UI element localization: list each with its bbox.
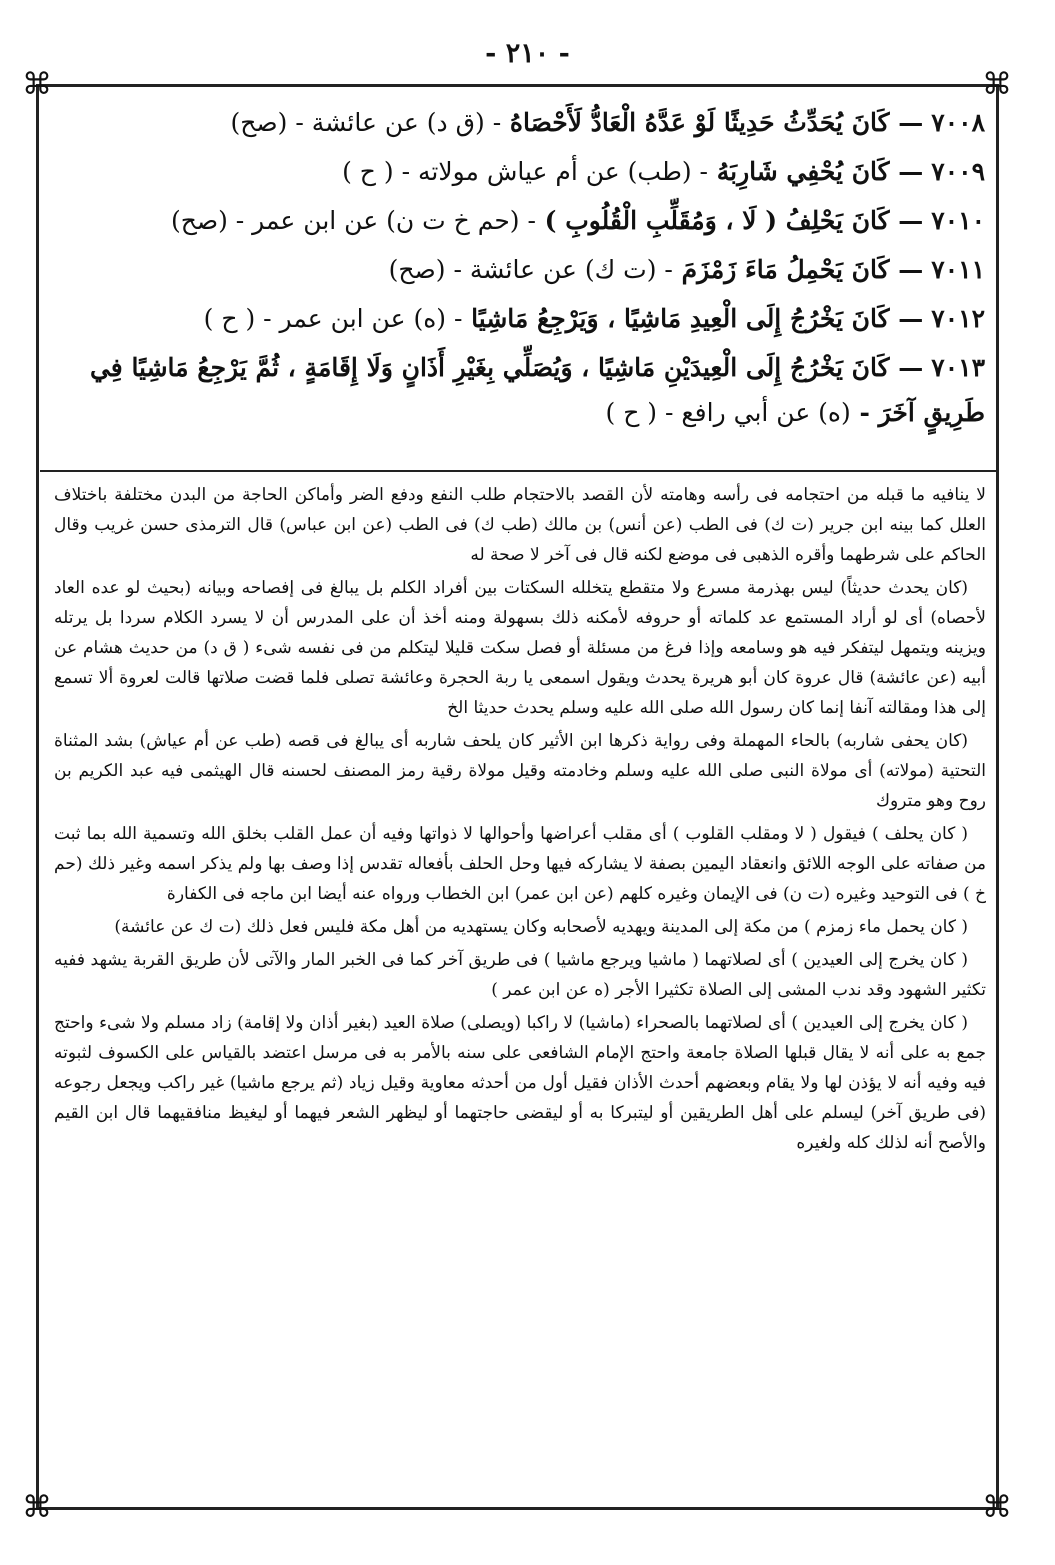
commentary-paragraph: ( كان يخرج إلى العيدين ) أى لصلاتهما بالصحراء (ماشيا) لا راكبا (ويصلى) صلاة العيد (بغير أذان ولا إقامة) زاد مسلم ولا شىء واحتج جمع به على أنه لا يقال قبلها الصلاة جامعة واحتج الإمام الشافعى على سنه بالأمر به فى مرسل اعتضد بالقياس على الكسوف لثبوته فيه وفيه أنه لا يؤذن لها ولا يقام وبعضهم أحدث الأذان فقيل أول من أحدثه معاوية وقيل زياد (ثم يرجع ماشيا) غير راكب ويجعل رجوعه (فى طريق آخر) ليسلم على أهل الطريقين أو ليتبركا به أو ليقضى حاجتهما أو ليظهر الشعر فيهما أو ليغيظ منافقيهما قال ابن القيم والأصح أنه لذلك كله ولغيره xyxy=(54,1013,986,1153)
commentary-section xyxy=(54,480,986,1161)
hadith-number: ٧٠١٣ xyxy=(931,353,985,382)
hadith-source: - (ه) عن ابن عمر - ( ح ) xyxy=(203,304,463,333)
hadith-entry xyxy=(50,345,985,435)
commentary-paragraph: ( كان يحلف ) فيقول ( لا ومقلب القلوب ) أى مقلب أعراضها وأحوالها لا ذواتها وفيه أن عمل القلب بخلق الله وتسمية الله بما ثبت من صفاته على الوجه اللائق وانعقاد اليمين بصفة لا يشاركه فيها وحل الحلف بأفعاله تقدس إذا وصف بها ولم يذكر اسمه وغير ذلك (حم خ ) فى التوحيد وغيره (ت ن) فى الإيمان وغيره كلهم (عن ابن عمر) ابن الخطاب ورواه عنه أيضا ابن ماجه فى الكفارة xyxy=(54,824,986,904)
hadith-list xyxy=(50,100,985,439)
frame-top-border xyxy=(38,84,998,87)
commentary-paragraph: (كان يحفى شاربه) بالحاء المهملة وفى رواية ذكرها ابن الأثير كان يلحف شاربه أى يبالغ فى قصه (طب عن أم عياش) بشد المثناة التحتية (مولاته) أى مولاة النبى صلى الله عليه وسلم وخادمته وقيل مولاة رقية رمز المصنف لحسنه قال الهيثمى فيه عبد الكريم بن روح وهو متروك xyxy=(54,731,986,811)
hadith-entry xyxy=(50,296,985,341)
commentary-paragraph: لا ينافيه ما قبله من احتجامه فى رأسه وهامته لأن القصد بالاحتجام طلب النفع ودفع الضر وأماكن الحاجة من البدن مختلفة باختلاف العلل كما بينه ابن جرير (ت ك) فى الطب (عن أنس) بن مالك (طب ك) فى الطب (عن ابن عباس) قال الترمذى حسن غريب وقال الحاكم على شرطهما وأقره الذهبى فى موضع لكنه قال فى آخر لا صحة له xyxy=(54,485,986,565)
hadith-source: - (ق د) عن عائشة - (صح) xyxy=(230,108,502,137)
frame-bottom-border xyxy=(38,1507,998,1510)
hadith-text: — كَانَ يَخْرُجُ إِلَى الْعِيدِ مَاشِيًا ، وَيَرْجِعُ مَاشِيًا xyxy=(471,304,924,333)
frame-left-border xyxy=(36,84,39,1510)
hadith-text: — كَانَ يُحَدِّثُ حَدِيثًا لَوْ عَدَّهُ الْعَادُّ لَأَحْصَاهُ xyxy=(509,108,924,137)
decorative-corner-icon: ⌘ xyxy=(982,1490,1012,1525)
hadith-number: ٧٠٠٩ xyxy=(931,157,985,186)
hadith-source: - (حم خ ت ن) عن ابن عمر - (صح) xyxy=(170,206,536,235)
hadith-number: ٧٠١٠ xyxy=(931,206,985,235)
hadith-entry xyxy=(50,100,985,145)
hadith-entry xyxy=(50,198,985,243)
hadith-source: - (طب) عن أم عياش مولاته - ( ح ) xyxy=(342,157,708,186)
hadith-source: (ه) عن أبي رافع - ( ح ) xyxy=(605,398,851,427)
commentary-paragraph: ( كان يخرج إلى العيدين ) أى لصلاتهما ( ماشيا ويرجع ماشيا ) فى طريق آخر كما فى الخبر المار والآتى لأن طريق القربة يشهد ففيه تكثير الشهود وقد ندب المشى إلى الصلاة تكثيرا الأجر (ه عن ابن عمر ) xyxy=(54,950,986,1000)
decorative-corner-icon: ⌘ xyxy=(22,1490,52,1525)
frame-right-border xyxy=(996,84,999,1510)
decorative-corner-icon: ⌘ xyxy=(982,67,1012,102)
commentary-paragraph: (كان يحدث حديثاً) ليس بهذرمة مسرع ولا متقطع يتخلله السكتات بين أفراد الكلم بل يبالغ فى إفصاحه وبيانه (بحيث لو عده العاد لأحصاه) أى لو أراد المستمع عد كلماته أو حروفه لأمكنه ذلك بسهولة ومنه أخذ أن على المدرس أن لا يسرد الكلام سردا بل يرتله ويزينه ويتمهل ليتفكر فيه هو وسامعه وإذا فرغ من مسئلة أو فصل سكت قليلا ليتكلم من فى نفسه شىء ( ق د) من حديث هشام عن أبيه (عن عائشة) قال عروة كان أبو هريرة يحدث ويقول اسمعى يا ربة الحجرة وعائشة تصلى فلما قضت صلاتها قالت لعروة ألا تسمع إلى هذا ومقالته آنفا إنما كان رسول الله صلى الله عليه وسلم يحدث حديثا الخ xyxy=(54,578,986,718)
hadith-entry xyxy=(50,247,985,292)
hadith-number: ٧٠١١ xyxy=(931,255,985,284)
hadith-text: — كَانَ يَحْلِفُ ( لَا ، وَمُقَلِّبِ الْقُلُوبِ ) xyxy=(544,206,924,235)
commentary-paragraph: ( كان يحمل ماء زمزم ) من مكة إلى المدينة ويهديه لأصحابه وكان يستهديه من أهل مكة فليس فعل ذلك (ت ك عن عائشة) xyxy=(114,917,968,937)
hadith-source: - (ت ك) عن عائشة - (صح) xyxy=(388,255,673,284)
hadith-number: ٧٠٠٨ xyxy=(931,108,985,137)
page-number: - ٢١٠ - xyxy=(485,38,570,69)
hadith-text: — كَانَ يَحْمِلُ مَاءَ زَمْزَمَ xyxy=(681,255,924,284)
hadith-entry xyxy=(50,149,985,194)
hadith-text: — كَانَ يُحْفِي شَارِبَهُ xyxy=(716,157,924,186)
hadith-number: ٧٠١٢ xyxy=(931,304,985,333)
section-divider xyxy=(40,470,996,472)
hadith-text: — كَانَ يَخْرُجُ إِلَى الْعِيدَيْنِ مَاشِيًا ، وَيُصَلِّي بِغَيْرِ أَذَانٍ وَلَا إِقَامَةٍ ، ثُمَّ يَرْجِعُ مَاشِيًا فِي طَرِيقٍ آخَرَ - xyxy=(89,353,985,427)
decorative-corner-icon: ⌘ xyxy=(22,67,52,102)
